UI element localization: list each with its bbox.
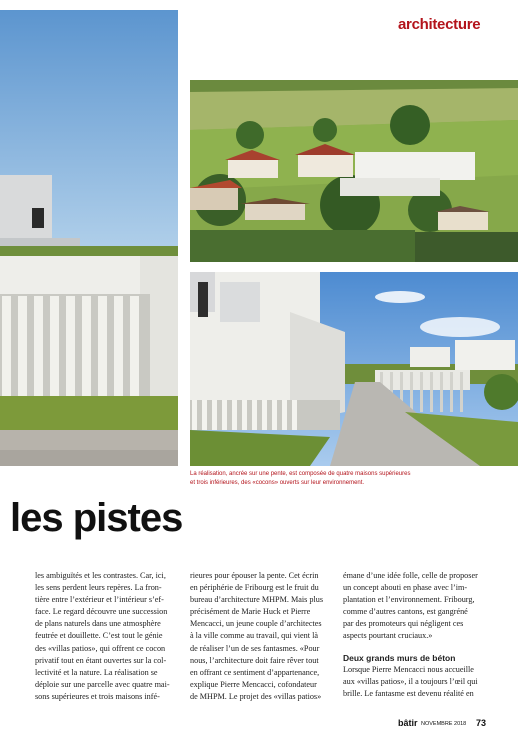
body-line: brille. Le fantasme est devenu réalité en bbox=[343, 688, 474, 698]
caption-line-1: La réalisation, ancrée sur une pente, est composée de quatre maisons supérieures bbox=[190, 471, 411, 477]
photo-villas-road bbox=[190, 272, 518, 466]
body-line: des «villas patios», qui offrent ce cocon bbox=[35, 643, 166, 653]
body-line: comme d’autres cantons, est gangréné bbox=[343, 607, 468, 617]
body-line: Lorsque Pierre Mencacci nous accueille bbox=[343, 664, 474, 674]
body-line: émane d’une idée folle, celle de proposer bbox=[343, 571, 478, 580]
body-line: en offrant ce sentiment d’appartenance, bbox=[190, 667, 320, 677]
body-line: lectivité et la nature. La réalisation se bbox=[35, 667, 158, 677]
body-line: un concept abouti en phase avec l’im- bbox=[343, 583, 468, 593]
page-number: 73 bbox=[476, 718, 487, 728]
body-line: Mencacci, un jeune couple d’architectes bbox=[190, 619, 322, 629]
body-line: déploie sur une parcelle avec quatre mai- bbox=[35, 679, 170, 689]
body-line: nous, l’architecture doit faire rêver tout bbox=[190, 655, 319, 665]
photo-villa-facade bbox=[0, 10, 178, 466]
body-line: les sens perdent leurs repères. La fron- bbox=[35, 583, 162, 593]
body-line: bureau d’architecture MHPM. Mais plus bbox=[190, 595, 324, 605]
body-line: de plans naturels dans une atmosphère bbox=[35, 619, 161, 629]
body-line: tière entre l’extérieur et l’intérieur s’ef- bbox=[35, 595, 164, 605]
body-line: de réaliser l’un de ses fantasmes. «Pour bbox=[190, 643, 320, 653]
body-column-2 bbox=[190, 570, 334, 703]
body-column-3 bbox=[343, 570, 487, 700]
body-line: les ambiguïtés et les contrastes. Car, ici, bbox=[35, 571, 166, 580]
body-line: privatif tout en étant ouvertes sur la col- bbox=[35, 655, 167, 665]
issue-date: NOVEMBRE 2018 bbox=[421, 721, 467, 727]
body-line: rieures pour épouser la pente. Cet écrin bbox=[190, 571, 319, 580]
body-line: face. Le regard découvre une succession bbox=[35, 607, 168, 617]
body-line: en périphérie de Fribourg est le fruit du bbox=[190, 583, 319, 593]
section-tag: architecture bbox=[398, 16, 481, 33]
body-line: aspects pourtant cruciaux.» bbox=[343, 631, 433, 641]
body-line: aux «villas patios», il a toujours l’œil qui bbox=[343, 676, 478, 686]
magazine-brand: bâtir bbox=[398, 718, 418, 728]
body-line: explique Pierre Mencacci, cofondateur bbox=[190, 679, 317, 689]
body-line: à la ville comme au travail, qui vient là bbox=[190, 631, 318, 641]
caption-line-2: et trois inférieures, des «cocons» ouverts sur leur environnement. bbox=[190, 480, 365, 486]
body-column-1 bbox=[35, 570, 179, 703]
body-line: plantation et l’environnement. Fribourg, bbox=[343, 595, 475, 605]
subheading: Deux grands murs de béton bbox=[343, 652, 456, 663]
headline: les pistes bbox=[10, 496, 183, 540]
body-line: de MHPM. Le projet des «villas patios» bbox=[190, 691, 322, 701]
photo-landscape-aerial bbox=[190, 80, 518, 262]
body-line: feutrée et douillette. C’est tout le génie bbox=[35, 631, 163, 641]
photo-caption bbox=[190, 470, 490, 488]
body-line: précisément de Marie Huck et Pierre bbox=[190, 607, 311, 617]
body-line: sons supérieures et trois maisons infé- bbox=[35, 691, 160, 701]
body-line: par des promoteurs qui négligent ces bbox=[343, 619, 464, 629]
